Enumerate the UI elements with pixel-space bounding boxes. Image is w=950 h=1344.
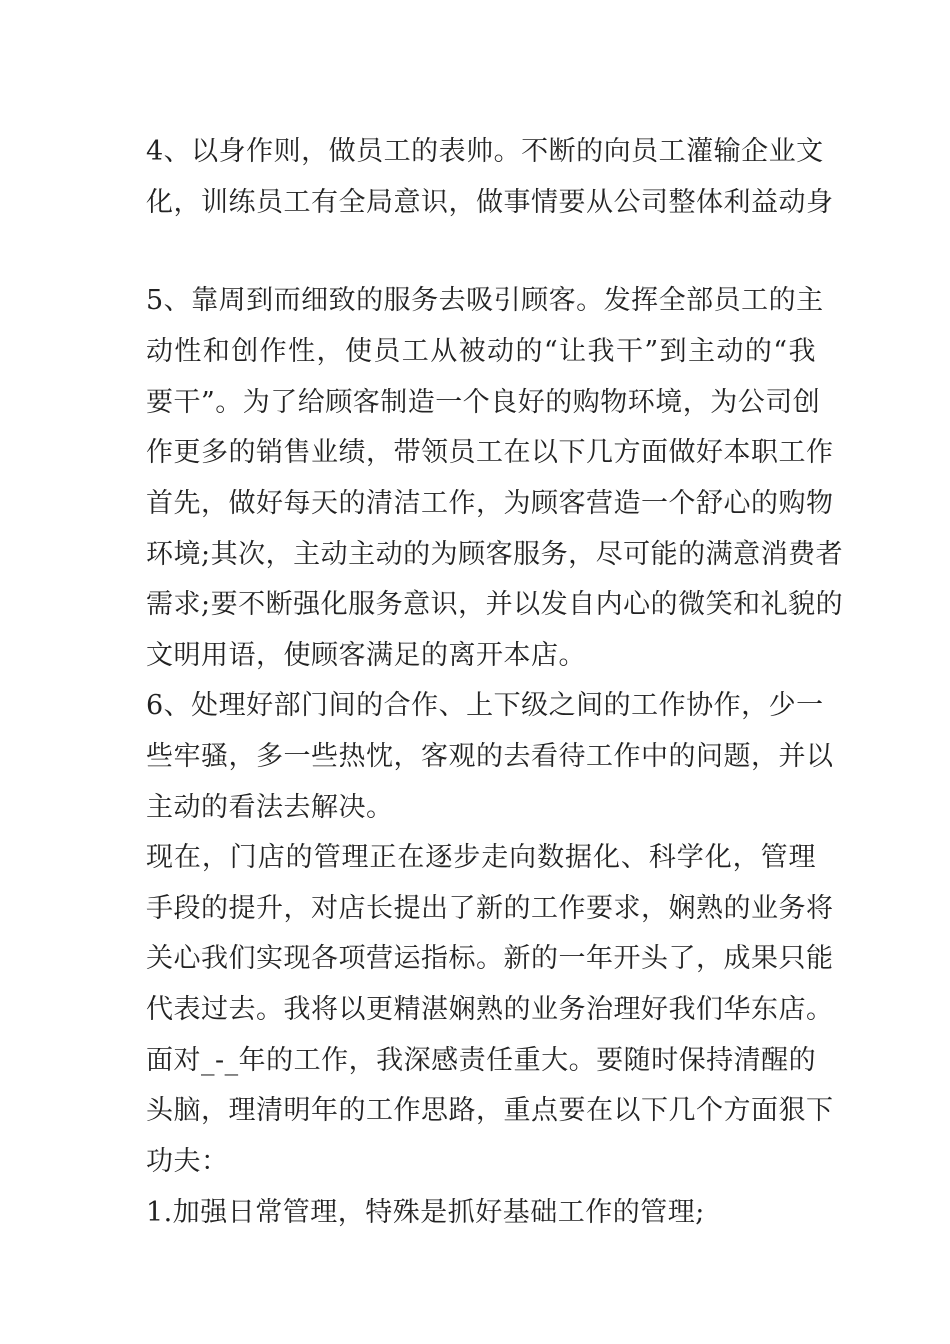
paragraph-5-line-8: 文明用语，使顾客满足的离开本店。 [146,640,586,671]
paragraph-6-line-2: 些牢骚，多一些热忱，客观的去看待工作中的问题，并以 [146,741,834,772]
paragraph-7-line-2: 手段的提升，对店长提出了新的工作要求，娴熟的业务将 [146,893,834,924]
paragraph-8-line-3: 功夫： [146,1146,229,1177]
paragraph-5-line-6: 环境;其次，主动主动的为顾客服务，尽可能的满意消费者 [146,539,844,570]
paragraph-7-line-4: 代表过去。我将以更精湛娴熟的业务治理好我们华东店。 [146,994,834,1025]
paragraph-5-line-7: 需求;要不断强化服务意识，并以发自内心的微笑和礼貌的 [146,589,844,620]
list-item-1: 1.加强日常管理，特殊是抓好基础工作的管理; [146,1197,705,1228]
paragraph-8-line-1: 面对_-_年的工作，我深感责任重大。要随时保持清醒的 [146,1045,817,1076]
paragraph-7-line-3: 关心我们实现各项营运指标。新的一年开头了，成果只能 [146,943,834,974]
paragraph-4-line-1: 4、以身作则，做员工的表帅。不断的向员工灌输企业文 [146,136,824,167]
paragraph-7-line-1: 现在，门店的管理正在逐步走向数据化、科学化，管理 [146,842,816,873]
paragraph-6-line-3: 主动的看法去解决。 [146,792,394,823]
paragraph-8-line-2: 头脑，理清明年的工作思路，重点要在以下几个方面狠下 [146,1095,834,1126]
paragraph-5-line-3: 要干”。为了给顾客制造一个良好的购物环境，为公司创 [146,387,821,418]
paragraph-4-line-2: 化，训练员工有全局意识，做事情要从公司整体利益动身 [146,187,834,218]
paragraph-5-line-2: 动性和创作性，使员工从被动的“让我干”到主动的“我 [146,336,816,367]
paragraph-5-line-5: 首先，做好每天的清洁工作，为顾客营造一个舒心的购物 [146,488,834,519]
paragraph-5-line-4: 作更多的销售业绩，带领员工在以下几方面做好本职工作 [146,437,834,468]
paragraph-6-line-1: 6、处理好部门间的合作、上下级之间的工作协作，少一 [146,690,824,721]
paragraph-5-line-1: 5、靠周到而细致的服务去吸引顾客。发挥全部员工的主 [146,285,824,316]
